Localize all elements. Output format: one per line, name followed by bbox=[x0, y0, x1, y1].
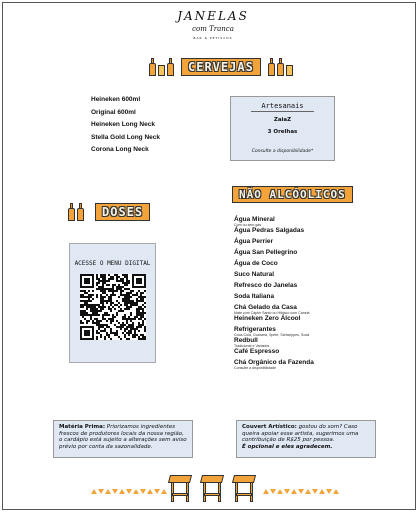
list-item: Água de Coco bbox=[234, 260, 278, 267]
divider bbox=[251, 111, 314, 112]
logo bbox=[173, 9, 253, 49]
list-item: Café Espresso bbox=[234, 348, 280, 355]
nao-alcoolicos-title: NÃO ALCÓOLICOS bbox=[232, 186, 353, 203]
couvert-extra: É opcional e eles agradecem. bbox=[242, 443, 333, 450]
artesanais-note: Consulte a disponibilidade* bbox=[251, 149, 314, 154]
bottle-icon bbox=[268, 58, 275, 76]
triangle-decoration-icon bbox=[263, 489, 340, 494]
list-item: Chá Orgânico da Fazenda Consulte a disponibilidade bbox=[234, 359, 314, 370]
materia-prima-title: Matéria Prima: bbox=[59, 424, 106, 430]
list-item: Água San Pellegrino bbox=[234, 249, 298, 256]
list-item: Corona Long Neck bbox=[91, 146, 149, 153]
materia-prima-text: Priorizamos ingredientes frescos de produtores locais da nossa região, o cardápio está sujeito a alterações sem aviso prévio por conta da sazonalidade. bbox=[59, 424, 187, 450]
artesanais-box bbox=[230, 96, 335, 161]
cervejas-title: CERVEJAS bbox=[181, 58, 261, 76]
cervejas-list bbox=[91, 96, 160, 159]
bottle-icon bbox=[167, 58, 174, 76]
bottle-icon bbox=[68, 203, 75, 221]
couvert-note bbox=[236, 420, 376, 458]
list-item: Água Perrier bbox=[234, 238, 274, 245]
list-item: Água Mineral Com ou sem gás bbox=[234, 216, 275, 227]
qr-code-icon[interactable] bbox=[80, 274, 146, 340]
glass-icon bbox=[158, 65, 165, 76]
bottle-icon bbox=[277, 58, 284, 76]
list-item: Original 600ml bbox=[91, 108, 136, 116]
artesanais-title: Artesanais bbox=[261, 102, 304, 110]
list-item: Água Pedras Salgadas bbox=[234, 227, 305, 234]
couvert-text: gostou do som? Caso queira apoiar esse artista, sugerimos uma contribuição de R$25 por pessoa. bbox=[242, 424, 359, 444]
couvert-title: Couvert Artístico: bbox=[242, 424, 297, 430]
stool-icon bbox=[233, 475, 255, 503]
cervejas-banner bbox=[148, 58, 294, 76]
list-item: Refresco do Janelas bbox=[234, 282, 298, 289]
list-item: ZaiaZ bbox=[273, 117, 292, 123]
triangle-decoration-icon bbox=[91, 489, 168, 494]
list-item: Heineken Long Neck bbox=[91, 121, 155, 128]
nao-alcoolicos-banner bbox=[232, 186, 353, 203]
list-item: Heineken 600ml bbox=[91, 96, 141, 103]
stool-icon bbox=[169, 475, 191, 503]
menu-page bbox=[2, 2, 416, 510]
logo-line3: BAR & PETISCOS bbox=[193, 36, 233, 40]
materia-prima-note bbox=[53, 420, 193, 458]
list-item: Heineken Zero Álcool bbox=[234, 315, 301, 322]
stool-icon bbox=[201, 475, 223, 503]
logo-line2: com Tranca bbox=[192, 25, 234, 33]
qr-label: ACESSE O MENU DIGITAL bbox=[74, 260, 151, 267]
doses-title: DOSES bbox=[95, 203, 150, 221]
list-item: Soda Italiana bbox=[234, 293, 275, 300]
list-item: Refrigerantes Coca-Cola, Guaraná, Sprite, Schweppes, Soda bbox=[234, 326, 310, 337]
bottle-icon bbox=[77, 203, 84, 221]
nao-alcoolicos-list bbox=[234, 216, 404, 370]
list-item: Redbull Tradicional e Variados bbox=[234, 337, 270, 348]
bottle-icon bbox=[149, 58, 156, 76]
list-item: 3 Orelhas bbox=[267, 129, 298, 135]
glass-icon bbox=[286, 65, 293, 76]
list-item: Stella Gold Long Neck bbox=[91, 133, 160, 141]
logo-line1: JANELAS bbox=[177, 9, 249, 23]
doses-banner bbox=[67, 203, 150, 221]
list-item: Chá Gelado da Casa Mate com Capim Santo ou Hibisco com Canela bbox=[234, 304, 310, 315]
list-item: Suco Natural bbox=[234, 271, 275, 278]
qr-box bbox=[69, 243, 156, 363]
